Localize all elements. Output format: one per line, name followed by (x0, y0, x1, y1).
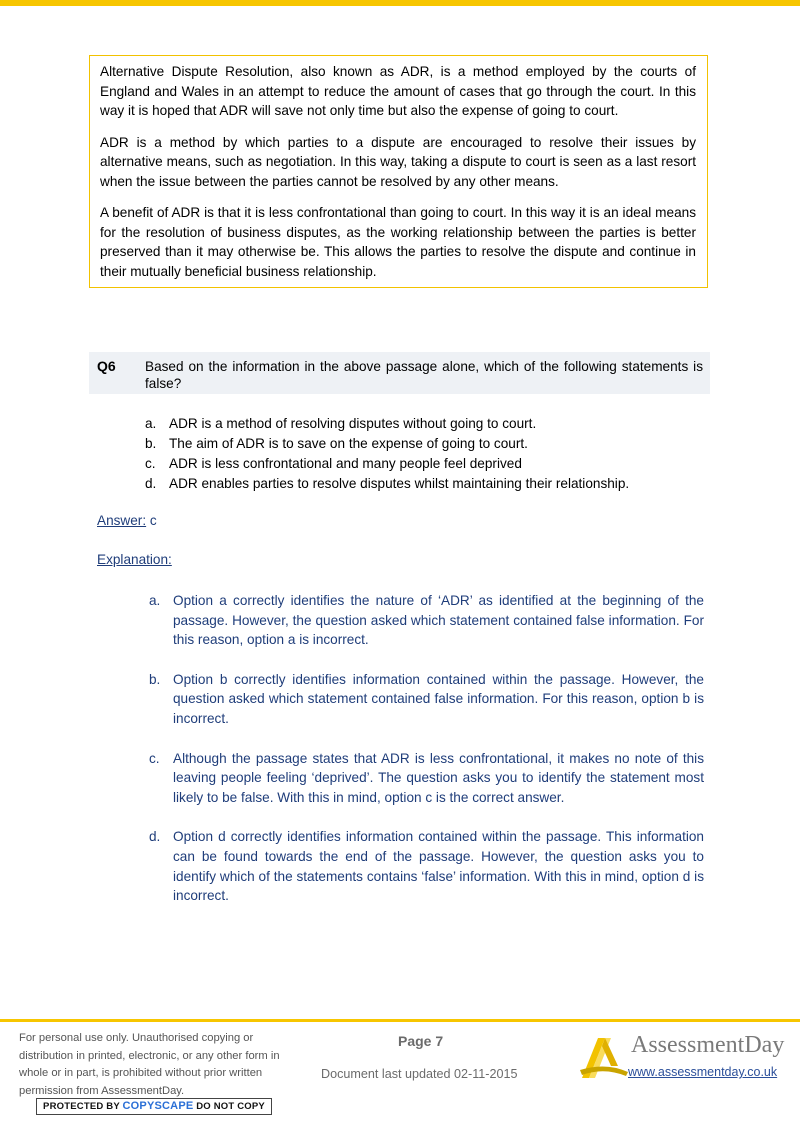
option-a (145, 414, 629, 434)
copyscape-badge[interactable] (36, 1098, 272, 1115)
assessmentday-logo-icon (578, 1032, 630, 1080)
explanation-letter: c. (149, 750, 160, 766)
brand-logo (578, 1032, 793, 1082)
question-band (89, 352, 710, 394)
page-number: Page 7 (398, 1033, 444, 1049)
passage-paragraph: ADR is a method by which parties to a dispute are encouraged to resolve their issues by alternative means, such as negotiation. In this way, taking a dispute to court is seen as a last resort when the issue between the parties cannot be resolved by any other means. (100, 134, 696, 189)
option-text: ADR is a method of resolving disputes without going to court. (169, 416, 537, 431)
brand-name: AssessmentDay (631, 1032, 785, 1058)
explanation-text: Although the passage states that ADR is less confrontational, it makes no note of this leaving people feeling ‘deprived’. The question asks you to identify the statement most likely to be false. With this in mind, option c is the correct answer. (173, 750, 704, 805)
option-text: ADR is less confrontational and many people feel deprived (169, 456, 522, 471)
copyright-notice (19, 1030, 299, 1100)
explanation-letter: a. (149, 593, 161, 608)
top-accent-bar (0, 0, 800, 6)
question-text: Based on the information in the above passage alone, which of the following statements is false? (145, 359, 703, 391)
copyscape-brand: COPYSCAPE (122, 1100, 194, 1112)
personal-use-lead: For personal use only. (19, 1032, 129, 1044)
explanation-heading: Explanation: (97, 552, 172, 567)
copyright-text: Unauthorised copying or distribution in printed, electronic, or any other form in whole or in part, is prohibited without prior written permission from AssessmentDay. (19, 1032, 280, 1097)
option-b (145, 434, 629, 454)
explanation-text: Option a correctly identifies the nature of ‘ADR’ as identified at the beginning of the passage. However, the question asked which statement contained false information. For this reason, option a is incorrect. (173, 593, 704, 648)
copyscape-suffix: DO NOT COPY (196, 1101, 265, 1112)
option-d (145, 474, 629, 494)
explanation-item-c (146, 749, 704, 808)
passage-paragraph: A benefit of ADR is that it is less confrontational than going to court. In this way it is an ideal means for the resolution of business disputes, as the working relationship between the parties is better preserved than it may otherwise be. This allows the parties to resolve the dispute and continue in their mutually beneficial business relationship. (100, 205, 696, 279)
answer-options (145, 414, 629, 494)
answer-label: Answer: (97, 513, 147, 528)
explanation-list (146, 591, 704, 926)
explanation-text: Option d correctly identifies information contained within the passage. This information can be found towards the end of the passage. However, the question asks you to identify which of the statements contains ‘false’ information. With this in mind, option d is incorrect. (173, 829, 704, 904)
explanation-item-b (146, 670, 704, 729)
option-text: The aim of ADR is to save on the expense of going to court. (169, 436, 528, 451)
passage-box (89, 55, 708, 288)
explanation-letter: d. (149, 829, 161, 845)
option-letter: a. (145, 416, 157, 431)
explanation-item-a (146, 591, 704, 650)
explanation-letter: b. (149, 671, 161, 687)
footer-rule (0, 1019, 800, 1022)
option-text: ADR enables parties to resolve disputes whilst maintaining their relationship. (169, 476, 630, 491)
passage-paragraph: Alternative Dispute Resolution, also known as ADR, is a method employed by the courts of England and Wales in an attempt to reduce the amount of cases that go through the court. In this way it is hoped that ADR will save not only time but also the expense of going to court. (100, 64, 696, 118)
brand-url-link[interactable]: www.assessmentday.co.uk (628, 1065, 778, 1079)
explanation-text: Option b correctly identifies information contained within the passage. However, the question asked which statement contained false information. For this reason, option b is incorrect. (173, 671, 704, 726)
document-updated: Document last updated 02-11-2015 (321, 1067, 518, 1081)
option-letter: d. (145, 476, 157, 491)
answer-value: c (149, 513, 157, 528)
option-letter: b. (145, 436, 157, 451)
explanation-item-d (146, 827, 704, 905)
option-letter: c. (145, 456, 156, 471)
question-number: Q6 (97, 358, 116, 374)
copyscape-prefix: PROTECTED BY (43, 1101, 120, 1112)
answer-line (97, 513, 157, 528)
option-c (145, 454, 629, 474)
